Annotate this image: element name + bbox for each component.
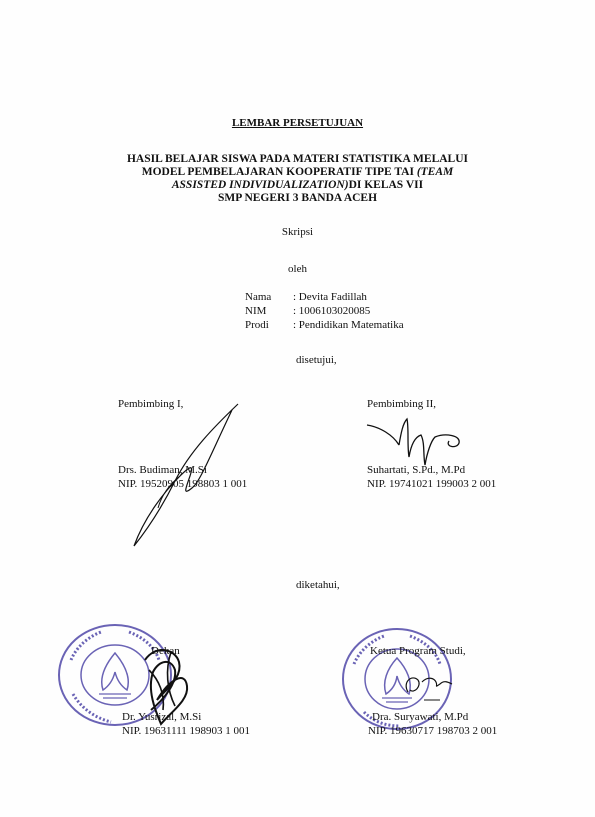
document-heading: LEMBAR PERSETUJUAN xyxy=(231,117,364,129)
approved-label: disetujui, xyxy=(296,354,337,366)
title-line-2b: (TEAM xyxy=(416,166,454,178)
author-key-prodi: Prodi xyxy=(245,319,269,331)
author-value-prodi: : Pendidikan Matematika xyxy=(293,319,404,331)
author-key-nim: NIM xyxy=(245,305,267,317)
supervisor2-name: Suhartati, S.Pd., M.Pd xyxy=(367,464,466,476)
thesis-title xyxy=(0,153,595,205)
head-role: Ketua Program Studi, xyxy=(370,645,466,657)
author-value-name: : Devita Fadillah xyxy=(293,291,367,303)
supervisor2-nip: NIP. 19741021 199003 2 001 xyxy=(367,478,497,490)
title-line-4: SMP NEGERI 3 BANDA ACEH xyxy=(217,192,378,204)
supervisor1-signature xyxy=(120,396,250,556)
head-signature xyxy=(400,670,460,710)
title-line-1: HASIL BELAJAR SISWA PADA MATERI STATISTIKA MELALUI xyxy=(126,153,469,165)
head-name: Dra. Suryawati, M.Pd xyxy=(372,711,469,723)
known-label: diketahui, xyxy=(296,579,340,591)
title-line-3b: DI KELAS VII xyxy=(348,179,424,191)
supervisor1-role: Pembimbing I, xyxy=(118,398,184,410)
document-type: Skripsi xyxy=(281,226,314,238)
title-line-3a: ASSISTED INDIVIDUALIZATION) xyxy=(171,179,349,191)
author-value-nim: : 1006103020085 xyxy=(293,305,371,317)
supervisor1-name: Drs. Budiman, M.Si xyxy=(118,464,207,476)
dean-nip: NIP. 19631111 198903 1 001 xyxy=(122,725,251,737)
author-key-name: Nama xyxy=(245,291,272,303)
head-nip: NIP. 19630717 198703 2 001 xyxy=(368,725,498,737)
supervisor2-role: Pembimbing II, xyxy=(367,398,437,410)
dean-name: Dr. Yusrizal, M.Si xyxy=(122,711,202,723)
by-label: oleh xyxy=(288,263,307,275)
title-line-2a: MODEL PEMBELAJARAN KOOPERATIF TIPE TAI xyxy=(141,166,417,178)
dean-role: Dekan xyxy=(151,645,180,657)
title-line-2 xyxy=(0,166,595,179)
title-line-3 xyxy=(0,179,595,192)
supervisor1-nip: NIP. 19520905 198803 1 001 xyxy=(118,478,248,490)
supervisor2-signature xyxy=(365,415,475,475)
